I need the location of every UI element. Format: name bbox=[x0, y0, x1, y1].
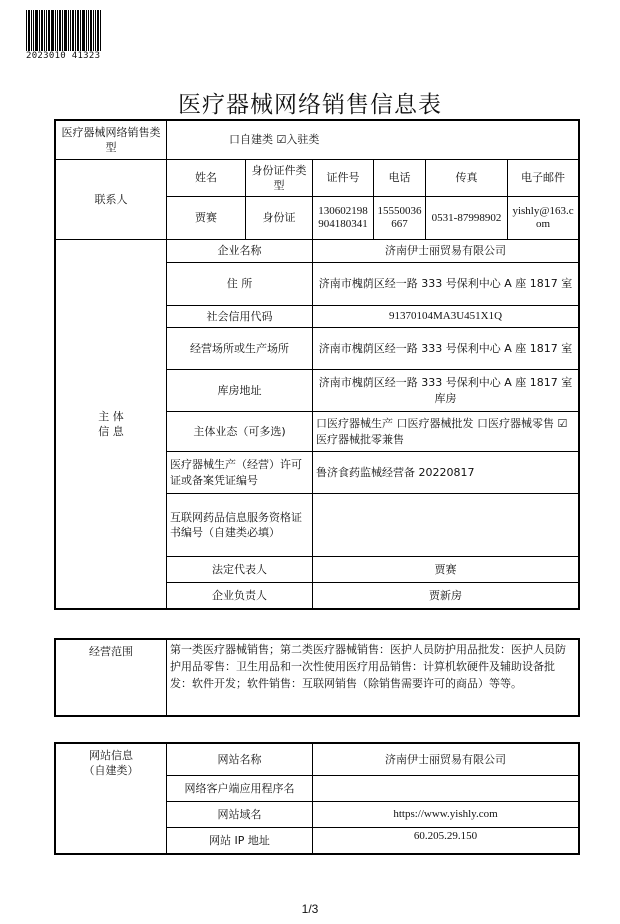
contact-name: 贾赛 bbox=[167, 197, 246, 240]
site-label: 经营场所或生产场所 bbox=[167, 328, 313, 370]
scope-label: 经营范围 bbox=[56, 640, 167, 716]
type-label: 医疗器械网络销售类型 bbox=[56, 121, 167, 160]
license: 鲁济食药监械经营备 20220817 bbox=[313, 452, 579, 494]
entity-label-line1: 主 体 bbox=[98, 409, 124, 423]
contact-id-type: 身份证 bbox=[246, 197, 313, 240]
contact-fax: 0531-87998902 bbox=[426, 197, 508, 240]
barcode bbox=[26, 10, 118, 60]
info-table bbox=[55, 120, 579, 609]
contact-label: 联系人 bbox=[56, 160, 167, 240]
manager: 贾新房 bbox=[313, 583, 579, 609]
scope-table bbox=[55, 639, 579, 716]
contact-header-phone: 电话 bbox=[374, 160, 426, 197]
company-name-label: 企业名称 bbox=[167, 240, 313, 263]
warehouse-label: 库房地址 bbox=[167, 370, 313, 412]
address: 济南市槐荫区经一路 333 号保利中心 A 座 1817 室 bbox=[313, 263, 579, 306]
domain: https://www.yishly.com bbox=[313, 802, 579, 828]
scope-text: 第一类医疗器械销售；第二类医疗器械销售：医护人员防护用品批发：医护人员防护用品零售：卫生用品和一次性使用医疗用品销售：计算机软硬件及辅助设备批发：软件开发；软件销售：互联网销售（除销售需要许可的商品）等等。 bbox=[167, 640, 579, 716]
contact-header-name: 姓名 bbox=[167, 160, 246, 197]
app-name bbox=[313, 776, 579, 802]
ip-label: 网站 IP 地址 bbox=[167, 828, 313, 854]
contact-email: yishly@163.com bbox=[508, 197, 579, 240]
barcode-number: 2023010 41323 bbox=[26, 51, 118, 61]
barcode-bars bbox=[26, 10, 118, 52]
type-value: 口自建类 ☑入驻类 bbox=[167, 121, 579, 160]
credit-code-label: 社会信用代码 bbox=[167, 306, 313, 328]
contact-id-number: 130602198904180341 bbox=[313, 197, 374, 240]
warehouse: 济南市槐荫区经一路 333 号保利中心 A 座 1817 室库房 bbox=[313, 370, 579, 412]
credit-code: 91370104MA3U451X1Q bbox=[313, 306, 579, 328]
website-label-line2: （自建类） bbox=[83, 764, 139, 778]
business-form-label: 主体业态（可多选) bbox=[167, 412, 313, 452]
website-label bbox=[56, 744, 167, 854]
website-table bbox=[55, 743, 579, 854]
company-name: 济南伊士丽贸易有限公司 bbox=[313, 240, 579, 263]
address-label: 住 所 bbox=[167, 263, 313, 306]
internet-cert-label: 互联网药品信息服务资格证书编号（自建类必填） bbox=[167, 494, 313, 557]
legal-rep: 贾赛 bbox=[313, 557, 579, 583]
website-name: 济南伊士丽贸易有限公司 bbox=[313, 744, 579, 776]
ip-address: 60.205.29.150 bbox=[313, 828, 579, 854]
internet-cert bbox=[313, 494, 579, 557]
business-form: 口医疗器械生产 口医疗器械批发 口医疗器械零售 ☑医疗器械批零兼售 bbox=[313, 412, 579, 452]
entity-label-line2: 信 息 bbox=[98, 425, 124, 438]
license-label: 医疗器械生产（经营）许可证或备案凭证编号 bbox=[167, 452, 313, 494]
page-title: 医疗器械网络销售信息表 bbox=[178, 92, 442, 118]
contact-header-fax: 传真 bbox=[426, 160, 508, 197]
domain-label: 网站域名 bbox=[167, 802, 313, 828]
page-number: 1/3 bbox=[301, 902, 319, 916]
entity-label bbox=[56, 240, 167, 609]
site: 济南市槐荫区经一路 333 号保利中心 A 座 1817 室 bbox=[313, 328, 579, 370]
contact-header-id-type: 身份证件类型 bbox=[246, 160, 313, 197]
contact-phone: 15550036667 bbox=[374, 197, 426, 240]
contact-header-email: 电子邮件 bbox=[508, 160, 579, 197]
manager-label: 企业负责人 bbox=[167, 583, 313, 609]
contact-header-id-number: 证件号 bbox=[313, 160, 374, 197]
app-name-label: 网络客户端应用程序名 bbox=[167, 776, 313, 802]
website-name-label: 网站名称 bbox=[167, 744, 313, 776]
website-label-line1: 网站信息 bbox=[89, 749, 133, 762]
legal-rep-label: 法定代表人 bbox=[167, 557, 313, 583]
